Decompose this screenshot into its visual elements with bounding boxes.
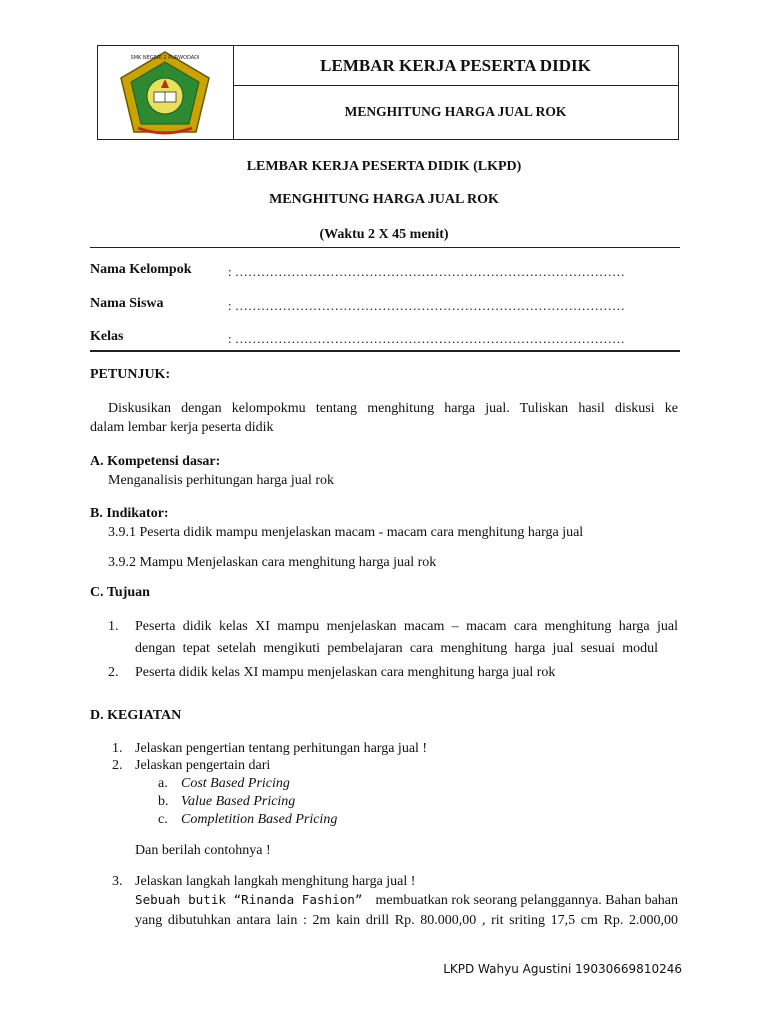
tujuan-heading: C. Tujuan [90, 585, 150, 600]
case-line-2: yang dibutuhkan antara lain : 2m kain drill Rp. 80.000,00 , rit sriting 17,5 cm Rp. 2.000,00 [135, 913, 678, 928]
tujuan-item-1-number: 1. [108, 619, 119, 634]
subitem-a-letter: a. [158, 776, 168, 791]
case-line-1-rest: membuatkan rok seorang pelanggannya. Bahan bahan [375, 893, 678, 908]
field-label-siswa: Nama Siswa [90, 296, 164, 311]
kegiatan-item-3-number: 3. [112, 874, 123, 889]
doc-subtitle: MENGHITUNG HARGA JUAL ROK [269, 192, 499, 207]
tujuan-item-2-number: 2. [108, 665, 119, 680]
field-dots-kelas[interactable]: : ……………………………………………………………………………… [228, 331, 625, 346]
header-table [97, 45, 679, 140]
indikator-heading: B. Indikator: [90, 506, 169, 521]
divider-top [90, 247, 680, 248]
field-label-kelas: Kelas [90, 329, 124, 344]
subitem-a-text: Cost Based Pricing [181, 776, 290, 791]
header-title: LEMBAR KERJA PESERTA DIDIK [233, 46, 678, 86]
tujuan-item-1-line-1: Peserta didik kelas XI mampu menjelaskan macam – macam cara menghitung harga jual [135, 619, 678, 634]
header-subtitle: MENGHITUNG HARGA JUAL ROK [344, 104, 567, 119]
subitem-b-text: Value Based Pricing [181, 794, 296, 809]
petunjuk-line-1: Diskusikan dengan kelompokmu tentang menghitung harga jual. Tuliskan hasil diskusi ke [108, 401, 678, 416]
petunjuk-line-2: dalam lembar kerja peserta didik [90, 420, 274, 435]
kegiatan-heading: D. KEGIATAN [90, 708, 182, 723]
school-logo [98, 46, 233, 139]
kegiatan-item-1: Jelaskan pengertian tentang perhitungan harga jual ! [135, 741, 428, 756]
kompetensi-heading: A. Kompetensi dasar: [90, 454, 221, 469]
kegiatan-item-2-number: 2. [112, 758, 123, 773]
kegiatan-item-2: Jelaskan pengertain dari [135, 758, 271, 773]
logo-cell [98, 46, 234, 139]
petunjuk-heading: PETUNJUK: [90, 367, 171, 382]
kegiatan-item-1-number: 1. [112, 741, 123, 756]
subitem-c-letter: c. [158, 812, 168, 827]
kegiatan-item-3: Jelaskan langkah langkah menghitung harga jual ! [135, 874, 416, 889]
doc-time: (Waktu 2 X 45 menit) [319, 227, 449, 242]
case-line-1-prefix: Sebuah butik “Rinanda Fashion” [135, 892, 363, 907]
field-label-kelompok: Nama Kelompok [90, 262, 192, 277]
example-note: Dan berilah contohnya ! [135, 843, 271, 858]
subitem-b-letter: b. [158, 794, 169, 809]
doc-title: LEMBAR KERJA PESERTA DIDIK (LKPD) [246, 159, 522, 174]
case-line-1 [135, 892, 678, 909]
kompetensi-text: Menganalisis perhitungan harga jual rok [108, 473, 335, 488]
indikator-item-2: 3.9.2 Mampu Menjelaskan cara menghitung harga jual rok [108, 555, 437, 570]
subitem-c-text: Completition Based Pricing [181, 812, 338, 827]
tujuan-item-1-line-2: dengan tepat setelah mengikuti pembelajaran cara menghitung harga jual sesuai modul [135, 641, 658, 656]
logo-lettering: SMK NEGERI 2 PURWODADI [130, 55, 200, 61]
field-dots-kelompok[interactable]: : ……………………………………………………………………………… [228, 264, 625, 279]
field-dots-siswa[interactable]: : ……………………………………………………………………………… [228, 298, 625, 313]
divider-bottom [90, 350, 680, 352]
footer-text: LKPD Wahyu Agustini 19030669810246 [443, 962, 682, 976]
tujuan-item-2: Peserta didik kelas XI mampu menjelaskan cara menghitung harga jual rok [135, 665, 556, 680]
indikator-item-1: 3.9.1 Peserta didik mampu menjelaskan macam - macam cara menghitung harga jual [108, 525, 584, 540]
